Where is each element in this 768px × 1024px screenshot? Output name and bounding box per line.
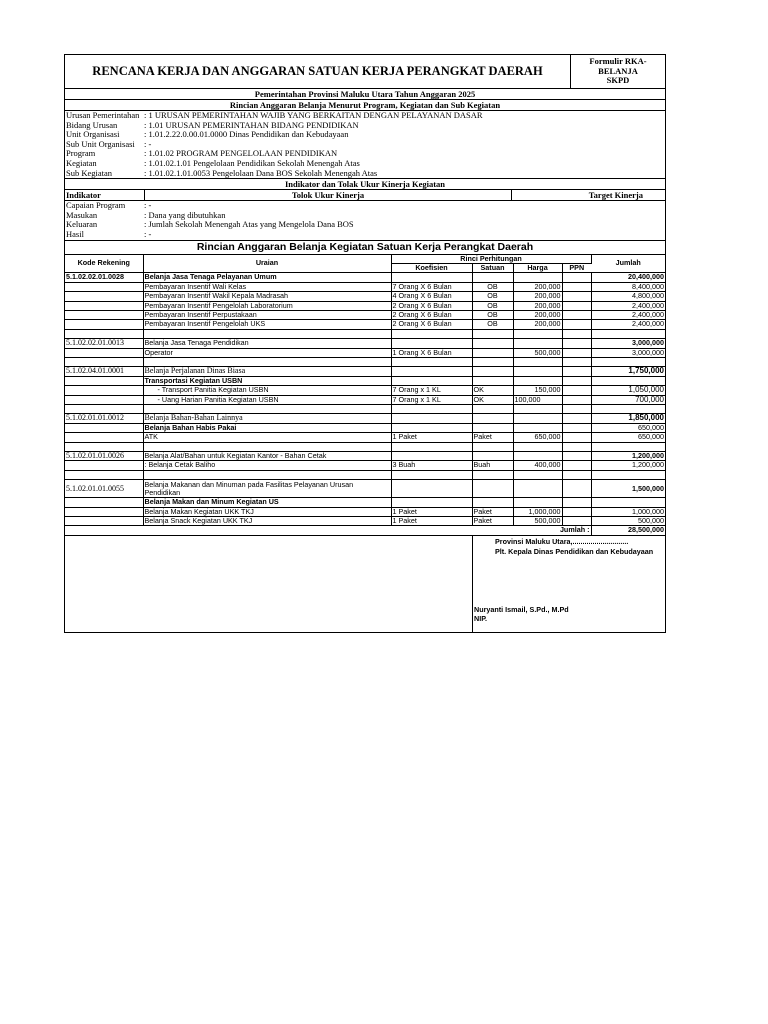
jumlah-cell: 20,400,000 bbox=[591, 273, 665, 282]
document-title: RENCANA KERJA DAN ANGGARAN SATUAN KERJA PERANGKAT DAERAH bbox=[65, 55, 571, 88]
form-code-line: SKPD bbox=[606, 75, 630, 85]
satuan-header: Satuan bbox=[472, 263, 513, 272]
jumlah-cell: 3,000,000 bbox=[591, 339, 665, 348]
program-info bbox=[65, 111, 665, 179]
satuan-cell: Paket bbox=[472, 517, 513, 526]
jumlah-cell: 1,500,000 bbox=[591, 480, 665, 498]
form-code bbox=[571, 55, 665, 88]
table-row bbox=[65, 282, 665, 291]
signature-block bbox=[65, 536, 665, 632]
tolok-ukur-col: Tolok Ukur Kinerja bbox=[145, 190, 512, 200]
table-row bbox=[65, 433, 665, 442]
table-row bbox=[65, 480, 665, 498]
document-header bbox=[65, 55, 665, 89]
jumlah-cell: 8,400,000 bbox=[591, 282, 665, 291]
harga-cell: 200,000 bbox=[513, 301, 562, 310]
table-row bbox=[65, 310, 665, 319]
koefisien-cell: 2 Orang X 6 Bulan bbox=[391, 320, 472, 329]
harga-cell: 200,000 bbox=[513, 310, 562, 319]
satuan-cell: OB bbox=[472, 301, 513, 310]
harga-cell: 400,000 bbox=[513, 461, 562, 470]
indikator-row bbox=[65, 230, 665, 240]
info-row bbox=[65, 169, 665, 179]
indikator-col: Indikator bbox=[65, 190, 145, 200]
kode-cell: 5.1.02.01.01.0026 bbox=[65, 452, 143, 461]
jumlah-cell: 500,000 bbox=[591, 517, 665, 526]
harga-header: Harga bbox=[513, 263, 562, 272]
uraian-cell: Belanja Bahan Habis Pakai bbox=[143, 423, 391, 432]
satuan-cell: OB bbox=[472, 282, 513, 291]
uraian-cell: Pembayaran Insentif Wakil Kepala Madrasah bbox=[143, 292, 391, 301]
rincian-program-title: Rincian Anggaran Belanja Menurut Program, Kegiatan dan Sub Kegiatan bbox=[65, 100, 665, 111]
total-row bbox=[65, 526, 665, 535]
uraian-cell: Belanja Jasa Tenaga Pelayanan Umum bbox=[143, 273, 391, 282]
table-row bbox=[65, 461, 665, 470]
info-label: Bidang Urusan bbox=[66, 120, 118, 130]
kode-cell: 5.1.02.01.01.0012 bbox=[65, 414, 143, 423]
koefisien-header: Koefisien bbox=[391, 263, 472, 272]
kode-cell: 5.1.02.02.01.0013 bbox=[65, 339, 143, 348]
harga-cell: 500,000 bbox=[513, 517, 562, 526]
jumlah-cell: 3,000,000 bbox=[591, 348, 665, 357]
kode-rekening-header: Kode Rekening bbox=[65, 255, 143, 273]
koefisien-cell: 7 Orang X 6 Bulan bbox=[391, 282, 472, 291]
target-kinerja-col: Target Kinerja bbox=[588, 190, 643, 201]
koefisien-cell: 1 Paket bbox=[391, 433, 472, 442]
indikator-value: : Jumlah Sekolah Menengah Atas yang Mengelola Dana BOS bbox=[144, 219, 354, 230]
info-value: : 1.01.02.1.01.0053 Pengelolaan Dana BOS Sekolah Menengah Atas bbox=[144, 167, 378, 178]
uraian-cell: ATK bbox=[143, 433, 391, 442]
uraian-cell: Pembayaran Insentif Perpustakaan bbox=[143, 310, 391, 319]
signature-role: Plt. Kepala Dinas Pendidikan dan Kebudayaan bbox=[495, 546, 654, 556]
uraian-cell: Belanja Snack Kegiatan UKK TKJ bbox=[143, 517, 391, 526]
info-label: Unit Organisasi bbox=[66, 130, 120, 140]
table-head-row bbox=[65, 255, 665, 264]
uraian-cell: Belanja Bahan-Bahan Lainnya bbox=[143, 414, 391, 423]
rka-document bbox=[64, 54, 666, 633]
budget-table bbox=[65, 255, 665, 536]
jumlah-cell: 1,850,000 bbox=[591, 414, 665, 423]
uraian-cell: Pembayaran Insentif Pengelolah Laboratorium bbox=[143, 301, 391, 310]
uraian-cell: Pembayaran Insentif Pengelolah UKS bbox=[143, 320, 391, 329]
indikator-title: Indikator dan Tolak Ukur Kinerja Kegiatan bbox=[65, 179, 665, 190]
jumlah-cell: 1,200,000 bbox=[591, 461, 665, 470]
info-label: Program bbox=[66, 149, 96, 159]
jumlah-header: Jumlah bbox=[591, 255, 665, 273]
table-row bbox=[65, 452, 665, 461]
total-amount: 28,500,000 bbox=[591, 526, 665, 535]
harga-cell: 150,000 bbox=[513, 386, 562, 395]
satuan-cell: OB bbox=[472, 320, 513, 329]
indikator-value: : - bbox=[144, 200, 152, 211]
satuan-cell: Paket bbox=[472, 433, 513, 442]
satuan-cell: Paket bbox=[472, 507, 513, 516]
spacer-row bbox=[65, 405, 665, 414]
form-code-line: Formulir RKA- bbox=[589, 56, 647, 66]
table-row bbox=[65, 339, 665, 348]
uraian-cell: Belanja Alat/Bahan untuk Kegiatan Kantor - Bahan Cetak bbox=[143, 452, 391, 461]
jumlah-cell: 700,000 bbox=[591, 395, 665, 404]
spacer-row bbox=[65, 357, 665, 366]
koefisien-cell: 7 Orang x 1 KL bbox=[391, 395, 472, 404]
signature-place-date: Provinsi Maluku Utara,............................ bbox=[495, 536, 629, 546]
jumlah-cell: 2,400,000 bbox=[591, 310, 665, 319]
harga-cell: 1,000,000 bbox=[513, 507, 562, 516]
uraian-cell: Belanja Perjalanan Dinas Biasa bbox=[143, 367, 391, 376]
kode-cell: 5.1.02.02.01.0028 bbox=[65, 273, 143, 282]
uraian-header: Uraian bbox=[143, 255, 391, 273]
indikator-label: Masukan bbox=[66, 210, 98, 220]
signature-area bbox=[473, 536, 665, 632]
jumlah-cell: 4,800,000 bbox=[591, 292, 665, 301]
harga-cell: 200,000 bbox=[513, 292, 562, 301]
indikator-row bbox=[65, 220, 665, 230]
table-row bbox=[65, 498, 665, 507]
uraian-cell: Belanja Makan Kegiatan UKK TKJ bbox=[143, 507, 391, 516]
indikator-value: : - bbox=[144, 228, 152, 239]
koefisien-cell: 4 Orang X 6 Bulan bbox=[391, 292, 472, 301]
rincian-title: Rincian Anggaran Belanja Kegiatan Satuan Kerja Perangkat Daerah bbox=[65, 241, 665, 255]
info-value: : 1.01.02.1.01 Pengelolaan Pendidikan Sekolah Menengah Atas bbox=[144, 157, 360, 168]
koefisien-cell: 7 Orang x 1 KL bbox=[391, 386, 472, 395]
uraian-cell: Belanja Makan dan Minum Kegiatan US bbox=[143, 498, 391, 507]
jumlah-cell: 1,000,000 bbox=[591, 507, 665, 516]
jumlah-cell: 650,000 bbox=[591, 433, 665, 442]
harga-cell: 200,000 bbox=[513, 320, 562, 329]
table-row bbox=[65, 273, 665, 282]
koefisien-cell: 3 Buah bbox=[391, 461, 472, 470]
indikator-label: Hasil bbox=[66, 229, 84, 239]
satuan-cell: Buah bbox=[472, 461, 513, 470]
indikator-header bbox=[65, 190, 665, 201]
info-value: : - bbox=[144, 138, 152, 149]
satuan-cell: OB bbox=[472, 292, 513, 301]
table-row bbox=[65, 517, 665, 526]
satuan-cell: OK bbox=[472, 386, 513, 395]
kode-cell: 5.1.02.04.01.0001 bbox=[65, 367, 143, 376]
table-row bbox=[65, 395, 665, 404]
jumlah-cell: 1,750,000 bbox=[591, 367, 665, 376]
signatory-nip: NIP. bbox=[474, 613, 488, 623]
table-row bbox=[65, 423, 665, 432]
koefisien-cell: 1 Orang X 6 Bulan bbox=[391, 348, 472, 357]
uraian-cell: Operator bbox=[143, 348, 391, 357]
uraian-cell: Transportasi Kegiatan USBN bbox=[143, 376, 391, 385]
jumlah-cell: 650,000 bbox=[591, 423, 665, 432]
uraian-cell: - Transport Panitia Kegiatan USBN bbox=[143, 386, 391, 395]
rinci-perhitungan-header: Rinci Perhitungan bbox=[391, 255, 591, 264]
indikator-value: : Dana yang dibutuhkan bbox=[144, 209, 226, 220]
jumlah-cell: 1,200,000 bbox=[591, 452, 665, 461]
satuan-cell: OB bbox=[472, 310, 513, 319]
table-row bbox=[65, 414, 665, 423]
info-label: Urusan Pemerintahan bbox=[66, 111, 140, 120]
uraian-cell: - Uang Harian Panitia Kegiatan USBN bbox=[143, 395, 391, 404]
total-label: Jumlah : bbox=[513, 526, 591, 535]
koefisien-cell: 1 Paket bbox=[391, 517, 472, 526]
indikator-rows bbox=[65, 201, 665, 240]
form-code-line: BELANJA bbox=[598, 65, 638, 76]
info-label: Kegiatan bbox=[66, 158, 97, 168]
table-row bbox=[65, 367, 665, 376]
table-row bbox=[65, 376, 665, 385]
info-label: Sub Unit Organisasi bbox=[66, 139, 135, 149]
jumlah-cell: 2,400,000 bbox=[591, 301, 665, 310]
harga-cell: 650,000 bbox=[513, 433, 562, 442]
info-value: : 1 URUSAN PEMERINTAHAN WAJIB YANG BERKAITAN DENGAN PELAYANAN DASAR bbox=[144, 110, 483, 120]
ppn-header: PPN bbox=[562, 263, 591, 272]
government-year-line: Pemerintahan Provinsi Maluku Utara Tahun Anggaran 2025 bbox=[65, 89, 665, 100]
table-row bbox=[65, 348, 665, 357]
info-value: : 1.01 URUSAN PEMERINTAHAN BIDANG PENDIDIKAN bbox=[144, 119, 359, 130]
table-row bbox=[65, 301, 665, 310]
koefisien-cell: 2 Orang X 6 Bulan bbox=[391, 310, 472, 319]
uraian-cell: Belanja Makanan dan Minuman pada Fasilitas Pelayanan Urusan Pendidikan bbox=[143, 480, 391, 498]
jumlah-cell: 1,050,000 bbox=[591, 386, 665, 395]
kode-cell: 5.1.02.01.01.0055 bbox=[65, 480, 143, 498]
harga-cell: 200,000 bbox=[513, 282, 562, 291]
info-label: Sub Kegiatan bbox=[66, 168, 113, 178]
spacer-row bbox=[65, 442, 665, 451]
spacer-row bbox=[65, 470, 665, 479]
jumlah-cell: 2,400,000 bbox=[591, 320, 665, 329]
info-value: : 1.01.02 PROGRAM PENGELOLAAN PENDIDIKAN bbox=[144, 148, 338, 159]
table-row bbox=[65, 320, 665, 329]
table-row bbox=[65, 507, 665, 516]
indikator-label: Capaian Program bbox=[66, 201, 126, 211]
koefisien-cell: 2 Orang X 6 Bulan bbox=[391, 301, 472, 310]
table-row bbox=[65, 292, 665, 301]
signature-blank-area bbox=[65, 536, 473, 632]
uraian-cell: Belanja Jasa Tenaga Pendidikan bbox=[143, 339, 391, 348]
signatory-name: Nuryanti Ismail, S.Pd., M.Pd bbox=[474, 604, 569, 614]
indikator-label: Keluaran bbox=[66, 220, 98, 230]
info-row bbox=[65, 130, 665, 140]
info-value: : 1.01.2.22.0.00.01.0000 Dinas Pendidikan dan Kebudayaan bbox=[144, 129, 349, 140]
uraian-cell: : Belanja Cetak Baliho bbox=[143, 461, 391, 470]
uraian-cell: Pembayaran Insentif Wali Kelas bbox=[143, 282, 391, 291]
table-row bbox=[65, 386, 665, 395]
satuan-cell: OK bbox=[472, 395, 513, 404]
spacer-row bbox=[65, 329, 665, 338]
harga-cell: 500,000 bbox=[513, 348, 562, 357]
harga-cell: 100,000 bbox=[513, 395, 562, 404]
koefisien-cell: 1 Paket bbox=[391, 507, 472, 516]
